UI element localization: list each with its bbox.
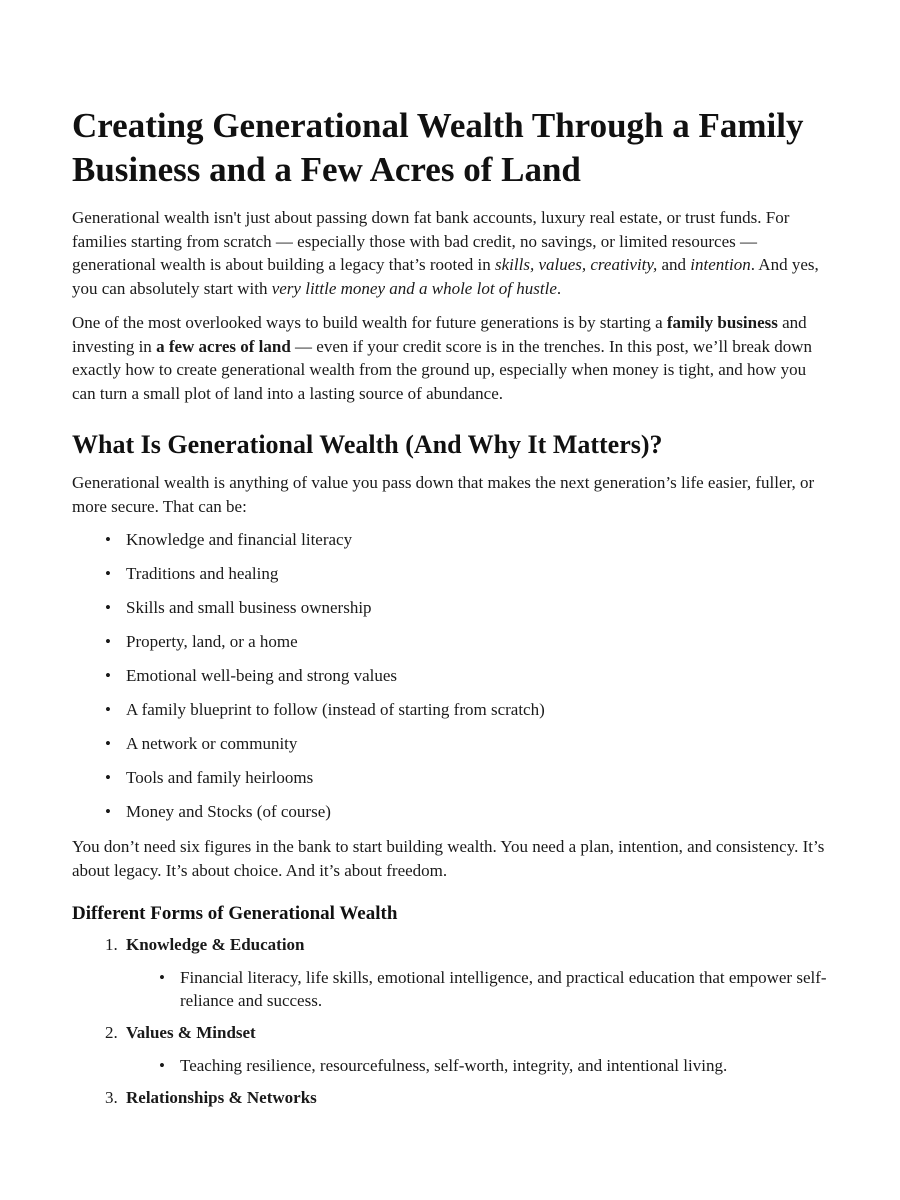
list-item: [72, 529, 828, 551]
list-item-text: Money and Stocks (of course): [126, 802, 331, 821]
list-item: [72, 767, 828, 789]
sub-list: [126, 1054, 828, 1077]
list-item: [72, 665, 828, 687]
sub-list-item: [126, 966, 828, 1012]
item-title: Values & Mindset: [126, 1023, 256, 1042]
numbered-item: [72, 1087, 828, 1109]
intro-p2-strong-1: family business: [666, 313, 778, 332]
list-item-text: Property, land, or a home: [126, 632, 298, 651]
intro-p2-text-a: One of the most overlooked ways to build wealth for future generations is by starting a: [72, 313, 667, 332]
intro-paragraph-1: [72, 206, 828, 300]
list-item: [72, 631, 828, 653]
section1-closing: You don’t need six figures in the bank to start building wealth. You need a plan, intention, and consistency. It’s about legacy. It’s about choice. And it’s about freedom.: [72, 837, 825, 880]
intro-p2-text-b: and investing in: [72, 313, 807, 356]
section-heading-what-is: What Is Generational Wealth (And Why It Matters)?: [72, 430, 663, 459]
bullet-icon: •: [105, 768, 111, 787]
bullet-icon: •: [105, 666, 111, 685]
bullet-icon: •: [105, 802, 111, 821]
list-item: [72, 597, 828, 619]
intro-p1-emphasis-3: very little money and a whole lot of hustle: [271, 278, 557, 298]
item-title: Relationships & Networks: [126, 1088, 317, 1107]
wealth-forms-list: [72, 934, 828, 1109]
item-title: Knowledge & Education: [126, 935, 305, 954]
item-number: 2.: [105, 1023, 118, 1042]
intro-p1-emphasis-1: skills, values, creativity,: [495, 255, 658, 274]
intro-p1-text-b: and: [657, 255, 691, 274]
bullet-icon: •: [105, 530, 111, 549]
intro-p1-emphasis-2: intention: [690, 255, 751, 274]
item-number: 3.: [105, 1088, 118, 1107]
bullet-icon: •: [105, 734, 111, 753]
intro-p1-text-d: .: [556, 278, 562, 298]
intro-p2-text-c: — even if your credit score is in the trenches. In this post, we’ll break down exactly how to create generational wealth from the ground up, especially when money is tight, and how you can turn a small plot of land into a lasting source of abundance.: [72, 336, 812, 403]
numbered-item: [72, 934, 828, 1012]
bullet-icon: •: [105, 564, 111, 583]
list-item: [72, 801, 828, 823]
wealth-examples-list: [72, 529, 828, 823]
bullet-icon: •: [159, 968, 165, 987]
list-item-text: Knowledge and financial literacy: [126, 530, 353, 549]
section-heading-different-forms: Different Forms of Generational Wealth: [72, 903, 398, 924]
list-item: [72, 699, 828, 721]
list-item-text: Emotional well-being and strong values: [126, 666, 397, 685]
item-number: 1.: [105, 935, 118, 954]
bullet-icon: •: [105, 632, 111, 651]
sub-list: [126, 966, 828, 1012]
list-item-text: A network or community: [126, 734, 298, 753]
sub-list-item-text: Financial literacy, life skills, emotional intelligence, and practical education that empower self-reliance and success.: [180, 968, 827, 1010]
list-item: [72, 563, 828, 585]
intro-paragraph-2: [72, 311, 828, 405]
list-item-text: Skills and small business ownership: [126, 598, 372, 617]
sub-list-item: [126, 1054, 828, 1077]
numbered-item: [72, 1022, 828, 1077]
list-item: [72, 733, 828, 755]
sub-list-item-text: Teaching resilience, resourcefulness, self-worth, integrity, and intentional living.: [180, 1056, 728, 1075]
intro-p1-text-c: . And yes, you can absolutely start with: [72, 255, 819, 298]
intro-p1-text-a: Generational wealth isn't just about passing down fat bank accounts, luxury real estate, or trust funds. For families starting from scratch — especially those with bad credit, no savings, or limited resources — generational wealth is about building a legacy that’s rooted in: [72, 208, 790, 274]
bullet-icon: •: [159, 1056, 165, 1075]
bullet-icon: •: [105, 598, 111, 617]
intro-p2-strong-2: a few acres of land: [156, 336, 291, 356]
section1-lead: Generational wealth is anything of value you pass down that makes the next generation’s life easier, fuller, or more secure. That can be:: [72, 473, 815, 516]
list-item-text: A family blueprint to follow (instead of starting from scratch): [126, 700, 545, 719]
article-title: Creating Generational Wealth Through a Family Business and a Few Acres of Land: [72, 106, 804, 189]
list-item-text: Traditions and healing: [126, 564, 279, 583]
bullet-icon: •: [105, 700, 111, 719]
list-item-text: Tools and family heirlooms: [126, 768, 314, 787]
